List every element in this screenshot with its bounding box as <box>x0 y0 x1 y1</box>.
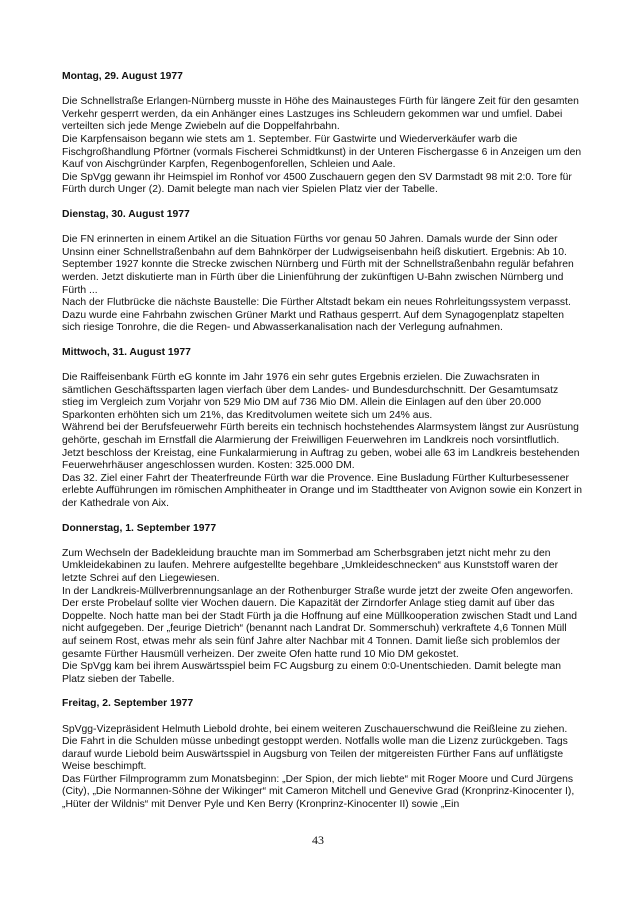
entry-paragraph: Die Karpfensaison begann wie stets am 1. September. Für Gastwirte und Wiederverkäufer warb die Fischgroßhandlung Pförtner (vormals Fischerei Schmidtkunst) in der Unteren Fischergasse 6 in Anzeigen um den Kauf von Aischgründer Karpfen, Regenbogenforellen, Schleien und Aale. <box>62 133 582 171</box>
entry-date-heading: Donnerstag, 1. September 1977 <box>62 522 217 534</box>
page-number: 43 <box>312 833 324 847</box>
entry-paragraph: Die SpVgg gewann ihr Heimspiel im Ronhof vor 4500 Zuschauern gegen den SV Darmstadt 98 mit 2:0. Tore für Fürth durch Unger (2). Damit belegte man nach vier Spielen Platz vier der Tabelle. <box>62 171 572 196</box>
entry-paragraph: Die FN erinnerten in einem Artikel an die Situation Fürths vor genau 50 Jahren. Damals wurde der Sinn oder Unsinn einer Schnellstraßenbahn auf dem Bahnkörper der Ludwigseisenbahn heiß diskutiert. Ergebnis: Ab 10. September 1927 konnte die Strecke zwischen Nürnberg und Fürth mit der Schnellstraßenbahn regulär befahren werden. Jetzt diskutierte man in Fürth über die Linienführung der zukünftigen U-Bahn zwischen Nürnberg und Fürth ... <box>62 234 574 296</box>
entry-paragraph: Zum Wechseln der Badekleidung brauchte man im Sommerbad am Scherbsgraben jetzt nicht mehr zu den Umkleidekabinen zu laufen. Mehrere aufgestellte begehbare „Umkleideschnecken“ aus Kunststoff waren der letzte Schrei auf den Liegewiesen. <box>62 547 559 584</box>
entry-date-heading: Freitag, 2. September 1977 <box>62 698 194 710</box>
entry-date-heading: Mittwoch, 31. August 1977 <box>62 346 191 358</box>
entry-paragraph: Nach der Flutbrücke die nächste Baustelle: Die Fürther Altstadt bekam ein neues Rohrleitungssystem verpasst. Dazu wurde eine Fahrbahn zwischen Grüner Markt und Rathaus gesperrt. Auf dem Synagogenplatz stapelten sich riesige Tonrohre, die die Regen- und Abwasserkanalisation nach der Verlegung aufnahmen. <box>62 297 571 334</box>
diary-entry <box>62 347 582 511</box>
entry-paragraph: Das Fürther Filmprogramm zum Monatsbeginn: „Der Spion, der mich liebte“ mit Roger Moore und Curd Jürgens (City), „Die Normannen-Söhne der Wikinger“ mit Cameron Mitchell und Genevive Grad (Kronprinz-Kinocenter I), „Hüter der Wildnis“ mit Denver Pyle und Ken Berry (Kronprinz-Kinocenter II) sowie „Ein <box>62 773 575 811</box>
diary-entry <box>62 71 582 197</box>
entry-paragraph: In der Landkreis-Müllverbrennungsanlage an der Rothenburger Straße wurde jetzt der zweite Ofen angeworfen. Der erste Probelauf sollte vier Wochen dauern. Die Kapazität der Zirndorfer Anlage stieg damit auf über das Doppelte. Noch hatte man bei der Stadt Fürth ja die Hoffnung auf eine Müllkooperation zwischen Stadt und Land nicht aufgegeben. Der „feurige Dietrich“ (benannt nach Landrat Dr. Sommerschuh) verkraftete 4,6 Tonnen Müll auf seinem Rost, etwas mehr als sein fünf Jahre alter Nachbar mit 4 Tonnen. Damit ließe sich problemlos der gesamte Fürther Hausmüll verheizen. Der zweite Ofen hatte rund 10 Mio DM gekostet. <box>62 585 578 660</box>
diary-entry <box>62 698 582 811</box>
entry-paragraph: Das 32. Ziel einer Fahrt der Theaterfreunde Fürth war die Provence. Eine Busladung Fürther Kulturbesessener erlebte Aufführungen im römischen Amphitheater in Orange und im Stadttheater von Avignon sowie ein Konzert in der Kathedrale von Aix. <box>62 472 582 509</box>
entry-paragraph: Die SpVgg kam bei ihrem Auswärtsspiel beim FC Augsburg zu einem 0:0-Unentschieden. Damit belegte man Platz sieben der Tabelle. <box>62 661 562 685</box>
diary-entry <box>62 209 582 335</box>
document-page <box>62 71 582 824</box>
entry-paragraph: Während bei der Berufsfeuerwehr Fürth bereits ein technisch hochstehendes Alarmsystem längst zur Ausrüstung gehörte, geschah im Ernstfall die Alarmierung der Freiwilligen Feuerwehren im Landkreis noch vorsintflutlich. Jetzt beschloss der Kreistag, eine Funkalarmierung in Auftrag zu geben, wobei alle 63 im Landkreis bestehenden Feuerwehrhäuser angeschlossen wurden. Kosten: 325.000 DM. <box>62 422 580 472</box>
diary-entry <box>62 523 582 687</box>
entry-paragraph: SpVgg-Vizepräsident Helmuth Liebold drohte, bei einem weiteren Zuschauerschwund die Reißleine zu ziehen. Die Fahrt in die Schulden müsse unbedingt gestoppt werden. Notfalls wolle man die Lizenz zurückgeben. Tags darauf wurde Liebold beim Auswärtsspiel in Augsburg von Teilen der mitgereisten Fürther Fans auf unflätigste Weise beschimpft. <box>62 723 568 773</box>
entry-paragraph: Die Schnellstraße Erlangen-Nürnberg musste in Höhe des Mainausteges Fürth für längere Zeit für den gesamten Verkehr gesperrt werden, da ein Anhänger eines Lastzuges ins Schleudern gekommen war und umfiel. Dabei verteilten sich jede Menge Zwiebeln auf die Doppelfahrbahn. <box>62 96 579 133</box>
entry-date-heading: Dienstag, 30. August 1977 <box>62 208 190 220</box>
entry-date-heading: Montag, 29. August 1977 <box>62 71 183 82</box>
entry-paragraph: Die Raiffeisenbank Fürth eG konnte im Jahr 1976 ein sehr gutes Ergebnis erzielen. Die Zuwachsraten in sämtlichen Geschäftssparten lagen vierfach über dem Landes- und Bundesdurchschnitt. Der Gesamtumsatz stieg im Vergleich zum Vorjahr von 529 Mio DM auf 736 Mio DM. Allein die Einlagen auf den über 20.000 Sparkonten erhöhten sich um 21%, das Kreditvolumen weitete sich um 24% aus. <box>62 372 559 421</box>
